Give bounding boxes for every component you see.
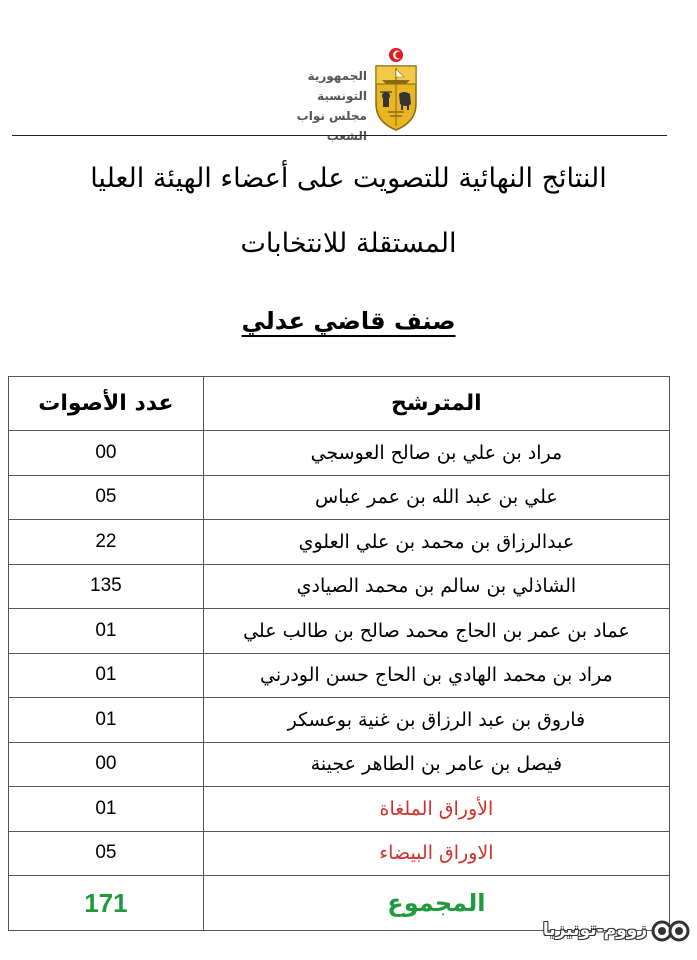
letterhead [0, 40, 697, 143]
vote-count-cell: 135 [9, 564, 204, 609]
vote-count-cell: 05 [9, 475, 204, 520]
table-row [9, 431, 670, 476]
vote-count-cell: 00 [9, 431, 204, 476]
vote-count-cell: 05 [9, 831, 204, 876]
total-label-cell: المجموع [203, 876, 669, 931]
table-header-row [9, 377, 670, 431]
oo-logo-icon [651, 918, 691, 944]
candidate-name-cell: عبدالرزاق بن محمد بن علي العلوي [203, 520, 669, 565]
candidate-name-cell: الشاذلي بن سالم بن محمد الصيادي [203, 564, 669, 609]
table-row [9, 520, 670, 565]
document-title-line-1: النتائج النهائية للتصويت على أعضاء الهيئة العليا [90, 163, 607, 194]
votes-column-header: عدد الأصوات [9, 377, 204, 431]
parliament-name: مجلس نواب الشعب [296, 109, 367, 143]
vote-count-cell: 01 [9, 698, 204, 743]
watermark-text: زووم-تونيزيا [542, 920, 647, 940]
letterhead-text [255, 66, 367, 146]
vote-count-cell: 00 [9, 742, 204, 787]
table-row [9, 787, 670, 832]
republic-name: الجمهورية التونسية [307, 69, 367, 103]
coat-of-arms-icon [370, 46, 422, 132]
document-title-line-2: المستقلة للانتخابات [240, 228, 457, 259]
category-subtitle: صنف قاضي عدلي [241, 307, 456, 335]
site-watermark [519, 917, 689, 947]
table-row [9, 564, 670, 609]
candidate-name-cell: الأوراق الملغاة [203, 787, 669, 832]
candidate-name-cell: فيصل بن عامر بن الطاهر عجينة [203, 742, 669, 787]
candidate-name-cell: علي بن عبد الله بن عمر عباس [203, 475, 669, 520]
header-divider [12, 135, 667, 136]
candidate-name-cell: مراد بن علي بن صالح العوسجي [203, 431, 669, 476]
table-row [9, 698, 670, 743]
results-table [8, 376, 670, 931]
vote-count-cell: 22 [9, 520, 204, 565]
table-row [9, 653, 670, 698]
total-votes-cell: 171 [9, 876, 204, 931]
candidate-name-cell: الاوراق البيضاء [203, 831, 669, 876]
table-row [9, 475, 670, 520]
candidate-name-cell: فاروق بن عبد الرزاق بن غنية بوعسكر [203, 698, 669, 743]
vote-count-cell: 01 [9, 609, 204, 654]
table-row [9, 609, 670, 654]
vote-count-cell: 01 [9, 787, 204, 832]
candidate-name-cell: مراد بن محمد الهادي بن الحاج حسن الودرني [203, 653, 669, 698]
candidate-column-header: المترشح [203, 377, 669, 431]
candidate-name-cell: عماد بن عمر بن الحاج محمد صالح بن طالب علي [203, 609, 669, 654]
table-row [9, 831, 670, 876]
results-table-body [9, 377, 670, 931]
table-row [9, 742, 670, 787]
vote-count-cell: 01 [9, 653, 204, 698]
